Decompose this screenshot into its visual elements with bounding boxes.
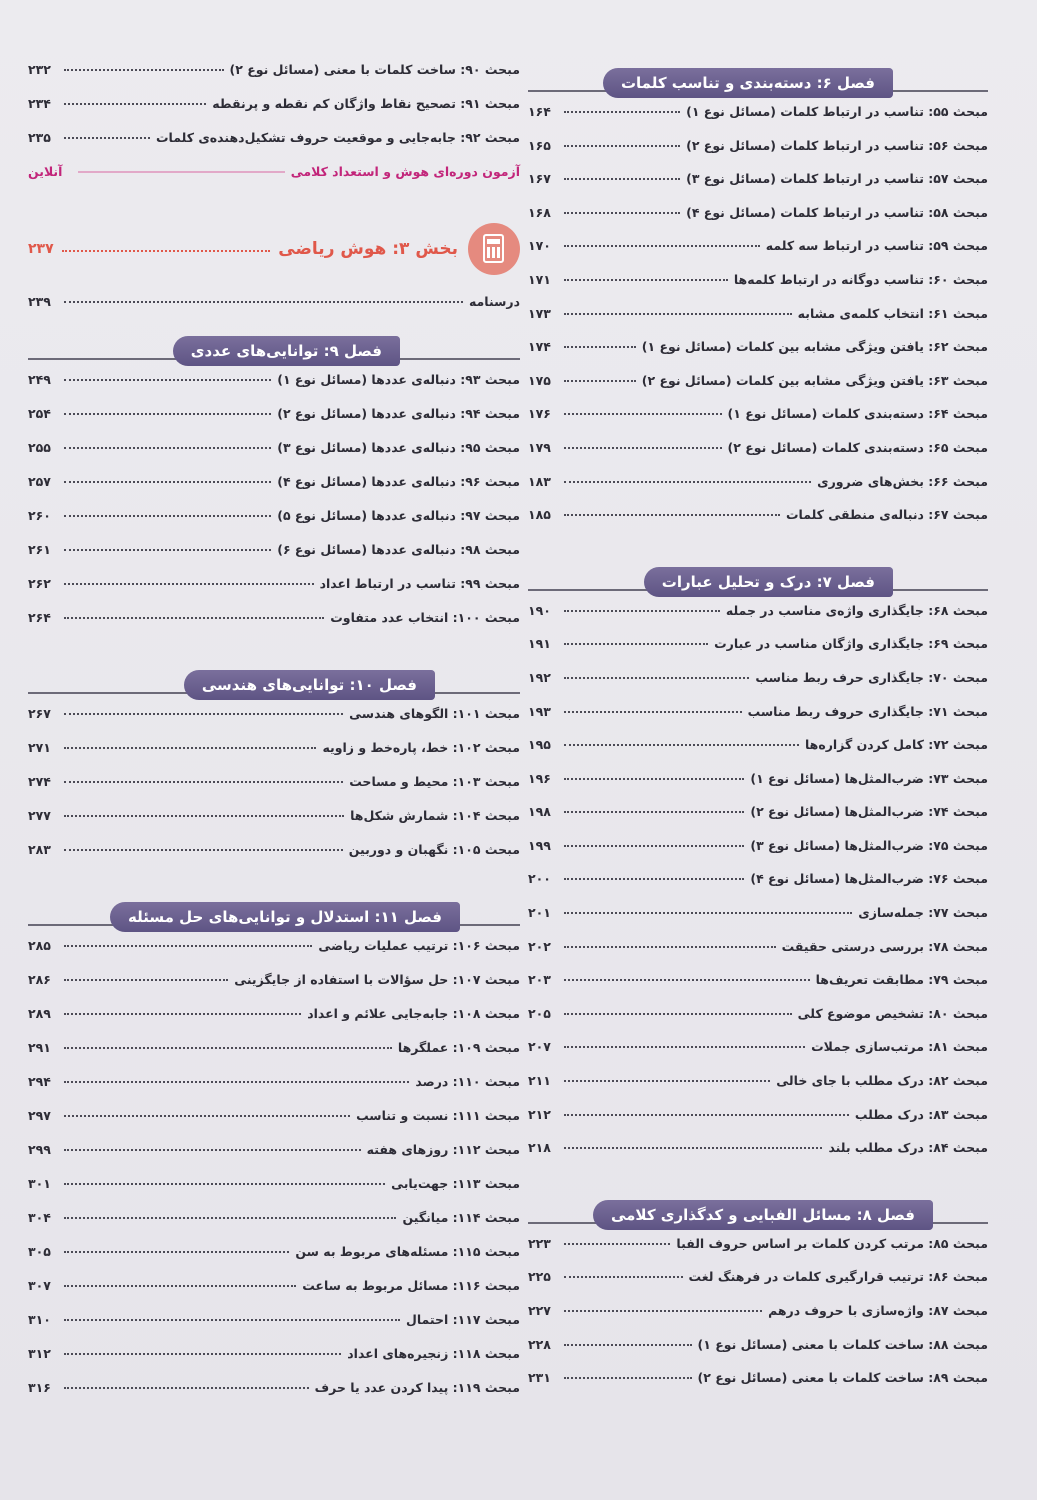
toc-entry[interactable]: مبحث ۱۰۸: جابه‌جایی علائم و اعداد ۲۸۹	[28, 1006, 520, 1021]
chapter-title: فصل ۸: مسائل الفبایی و کدگذاری کلامی	[593, 1200, 933, 1230]
toc-entry[interactable]: مبحث ۵۹: تناسب در ارتباط سه کلمه ۱۷۰	[528, 238, 988, 254]
toc-entry[interactable]: مبحث ۹۱: تصحیح نقاط واژگان کم نقطه و پرنقطه ۲۳۴	[28, 96, 520, 111]
toc-entry[interactable]: مبحث ۶۱: انتخاب کلمه‌ی مشابه ۱۷۳	[528, 305, 988, 321]
toc-entry[interactable]: مبحث ۶۳: یافتن ویژگی مشابه بین کلمات (مسائل نوع ۲) ۱۷۵	[528, 372, 988, 388]
toc-entry[interactable]: مبحث ۹۷: دنباله‌ی عددها (مسائل نوع ۵) ۲۶۰	[28, 508, 520, 523]
chapter-8-entries	[528, 1236, 988, 1404]
section-page: ۲۳۷	[28, 241, 54, 257]
online-exam-entry[interactable]: آزمون دوره‌ای هوش و استعداد کلامی آنلاین	[28, 164, 520, 179]
toc-entry[interactable]: مبحث ۱۱۲: روزهای هفته ۲۹۹	[28, 1142, 520, 1157]
chapter-10-entries	[28, 706, 520, 876]
toc-entry[interactable]: مبحث ۷۷: جمله‌سازی ۲۰۱	[528, 905, 988, 921]
toc-entry[interactable]: مبحث ۱۱۰: درصد ۲۹۴	[28, 1074, 520, 1089]
toc-entry[interactable]: مبحث ۱۱۸: زنجیره‌های اعداد ۳۱۲	[28, 1346, 520, 1361]
toc-entry[interactable]: مبحث ۷۱: جایگذاری حروف ربط مناسب ۱۹۳	[528, 703, 988, 719]
toc-entry[interactable]: مبحث ۶۲: یافتن ویژگی مشابه بین کلمات (مسائل نوع ۱) ۱۷۴	[528, 339, 988, 355]
toc-entry[interactable]: مبحث ۱۰۳: محیط و مساحت ۲۷۴	[28, 774, 520, 789]
toc-entry[interactable]: مبحث ۷۴: ضرب‌المثل‌ها (مسائل نوع ۲) ۱۹۸	[528, 804, 988, 820]
toc-entry[interactable]: مبحث ۶۸: جایگذاری واژه‌ی مناسب در جمله ۱۹۰	[528, 602, 988, 618]
section-header	[28, 220, 520, 278]
section-title: بخش ۳: هوش ریاضی	[278, 239, 458, 259]
toc-entry[interactable]: مبحث ۱۱۹: پیدا کردن عدد یا حرف ۳۱۶	[28, 1380, 520, 1395]
toc-entry[interactable]: مبحث ۸۳: درک مطلب ۲۱۲	[528, 1106, 988, 1122]
toc-entry[interactable]: مبحث ۷۰: جایگذاری حرف ربط مناسب ۱۹۲	[528, 669, 988, 685]
toc-entry[interactable]: مبحث ۹۲: جابه‌جایی و موقعیت حروف تشکیل‌دهنده‌ی کلمات ۲۳۵	[28, 130, 520, 145]
toc-entry[interactable]: مبحث ۱۰۵: نگهبان و دوربین ۲۸۳	[28, 842, 520, 857]
toc-entry[interactable]: مبحث ۷۳: ضرب‌المثل‌ها (مسائل نوع ۱) ۱۹۶	[528, 770, 988, 786]
toc-entry[interactable]: مبحث ۸۶: ترتیب قرارگیری کلمات در فرهنگ لغت ۲۲۵	[528, 1269, 988, 1285]
toc-entry[interactable]: مبحث ۷۲: کامل کردن گزاره‌ها ۱۹۵	[528, 737, 988, 753]
toc-entry[interactable]: مبحث ۶۵: دسته‌بندی کلمات (مسائل نوع ۲) ۱۷۹	[528, 439, 988, 455]
chapter-9-entries	[28, 372, 520, 644]
toc-entry[interactable]: مبحث ۸۲: درک مطلب با جای خالی ۲۱۱	[528, 1073, 988, 1089]
toc-entry[interactable]: مبحث ۱۱۶: مسائل مربوط به ساعت ۳۰۷	[28, 1278, 520, 1293]
toc-entry[interactable]: مبحث ۵۵: تناسب در ارتباط کلمات (مسائل نوع ۱) ۱۶۴	[528, 104, 988, 119]
toc-entry[interactable]: مبحث ۸۰: تشخیص موضوع کلی ۲۰۵	[528, 1005, 988, 1021]
calculator-icon	[468, 223, 520, 275]
toc-entry[interactable]: مبحث ۱۱۴: میانگین ۳۰۴	[28, 1210, 520, 1225]
toc-entry[interactable]: مبحث ۹۸: دنباله‌ی عددها (مسائل نوع ۶) ۲۶۱	[28, 542, 520, 557]
toc-entry[interactable]: مبحث ۹۶: دنباله‌ی عددها (مسائل نوع ۴) ۲۵۷	[28, 474, 520, 489]
toc-column-left	[28, 62, 520, 1414]
toc-entry[interactable]: مبحث ۱۰۲: خط، پاره‌خط و زاویه ۲۷۱	[28, 740, 520, 755]
toc-entry[interactable]: مبحث ۱۰۶: ترتیب عملیات ریاضی ۲۸۵	[28, 938, 520, 953]
toc-entry[interactable]: مبحث ۹۰: ساخت کلمات با معنی (مسائل نوع ۲) ۲۳۲	[28, 62, 520, 77]
toc-entry[interactable]: مبحث ۸۴: درک مطلب بلند ۲۱۸	[528, 1140, 988, 1156]
toc-entry[interactable]: مبحث ۸۸: ساخت کلمات با معنی (مسائل نوع ۱) ۲۲۸	[528, 1336, 988, 1352]
toc-entry[interactable]: مبحث ۵۶: تناسب در ارتباط کلمات (مسائل نوع ۲) ۱۶۵	[528, 137, 988, 153]
toc-entry[interactable]: مبحث ۶۶: بخش‌های ضروری ۱۸۳	[528, 473, 988, 489]
chapter-header-7	[528, 559, 988, 599]
toc-entry[interactable]: مبحث ۱۱۳: جهت‌یابی ۳۰۱	[28, 1176, 520, 1191]
chapter-11-entries	[28, 938, 520, 1414]
continued-entries	[28, 62, 520, 198]
section-leader	[62, 250, 271, 252]
toc-entry[interactable]: مبحث ۱۰۹: عملگرها ۲۹۱	[28, 1040, 520, 1055]
toc-entry[interactable]: مبحث ۷۵: ضرب‌المثل‌ها (مسائل نوع ۳) ۱۹۹	[528, 837, 988, 853]
toc-entry[interactable]: مبحث ۹۵: دنباله‌ی عددها (مسائل نوع ۳) ۲۵۵	[28, 440, 520, 455]
toc-entry[interactable]: مبحث ۶۹: جایگذاری واژگان مناسب در عبارت ۱۹۱	[528, 636, 988, 652]
chapter-title: فصل ۹: توانایی‌های عددی	[173, 336, 400, 366]
toc-entry[interactable]: مبحث ۹۹: تناسب در ارتباط اعداد ۲۶۲	[28, 576, 520, 591]
toc-entry[interactable]: مبحث ۸۹: ساخت کلمات با معنی (مسائل نوع ۲) ۲۳۱	[528, 1370, 988, 1386]
chapter-title: فصل ۱۱: استدلال و توانایی‌های حل مسئله	[110, 902, 460, 932]
toc-entry-intro[interactable]: درسنامه ۲۳۹	[28, 294, 520, 309]
chapter-header-6	[528, 60, 988, 100]
toc-entry[interactable]: مبحث ۵۸: تناسب در ارتباط کلمات (مسائل نوع ۴) ۱۶۸	[528, 204, 988, 220]
toc-entry[interactable]: مبحث ۷۹: مطابقت تعریف‌ها ۲۰۳	[528, 972, 988, 988]
toc-entry[interactable]: مبحث ۸۷: واژه‌سازی با حروف درهم ۲۲۷	[528, 1303, 988, 1318]
toc-entry[interactable]: مبحث ۱۱۷: احتمال ۳۱۰	[28, 1312, 520, 1327]
toc-entry[interactable]: مبحث ۱۰۰: انتخاب عدد متفاوت ۲۶۴	[28, 610, 520, 625]
toc-entry[interactable]: مبحث ۱۱۱: نسبت و تناسب ۲۹۷	[28, 1108, 520, 1123]
toc-entry[interactable]: مبحث ۶۰: تناسب دوگانه در ارتباط کلمه‌ها ۱۷۱	[528, 271, 988, 287]
chapter-6-entries	[528, 104, 988, 541]
chapter-title: فصل ۱۰: توانایی‌های هندسی	[184, 670, 435, 700]
toc-entry[interactable]: مبحث ۱۰۴: شمارش شکل‌ها ۲۷۷	[28, 808, 520, 823]
chapter-7-entries	[528, 603, 988, 1174]
toc-entry[interactable]: مبحث ۷۸: بررسی درستی حقیقت ۲۰۲	[528, 938, 988, 954]
toc-entry[interactable]: مبحث ۹۴: دنباله‌ی عددها (مسائل نوع ۲) ۲۵۴	[28, 406, 520, 421]
chapter-header-8	[528, 1192, 988, 1232]
chapter-title: فصل ۷: درک و تحلیل عبارات	[644, 567, 893, 597]
toc-entry[interactable]: مبحث ۹۳: دنباله‌ی عددها (مسائل نوع ۱) ۲۴۹	[28, 372, 520, 387]
toc-entry[interactable]: مبحث ۶۴: دسته‌بندی کلمات (مسائل نوع ۱) ۱۷۶	[528, 406, 988, 422]
toc-entry[interactable]: مبحث ۱۱۵: مسئله‌های مربوط به سن ۳۰۵	[28, 1244, 520, 1259]
toc-entry[interactable]: مبحث ۸۱: مرتب‌سازی جملات ۲۰۷	[528, 1039, 988, 1055]
toc-entry[interactable]: مبحث ۵۷: تناسب در ارتباط کلمات (مسائل نوع ۳) ۱۶۷	[528, 171, 988, 187]
toc-entry[interactable]: مبحث ۱۰۷: حل سؤالات با استفاده از جایگزینی ۲۸۶	[28, 972, 520, 987]
toc-entry[interactable]: مبحث ۷۶: ضرب‌المثل‌ها (مسائل نوع ۴) ۲۰۰	[528, 871, 988, 887]
toc-entry[interactable]: مبحث ۸۵: مرتب کردن کلمات بر اساس حروف الفبا ۲۲۳	[528, 1235, 988, 1251]
chapter-header-11	[28, 894, 520, 934]
chapter-header-10	[28, 662, 520, 702]
chapter-header-9	[28, 328, 520, 368]
toc-entry[interactable]: مبحث ۶۷: دنباله‌ی منطقی کلمات ۱۸۵	[528, 507, 988, 523]
toc-entry[interactable]: مبحث ۱۰۱: الگوهای هندسی ۲۶۷	[28, 706, 520, 721]
chapter-title: فصل ۶: دسته‌بندی و تناسب کلمات	[603, 68, 893, 98]
toc-column-right	[528, 60, 988, 1404]
